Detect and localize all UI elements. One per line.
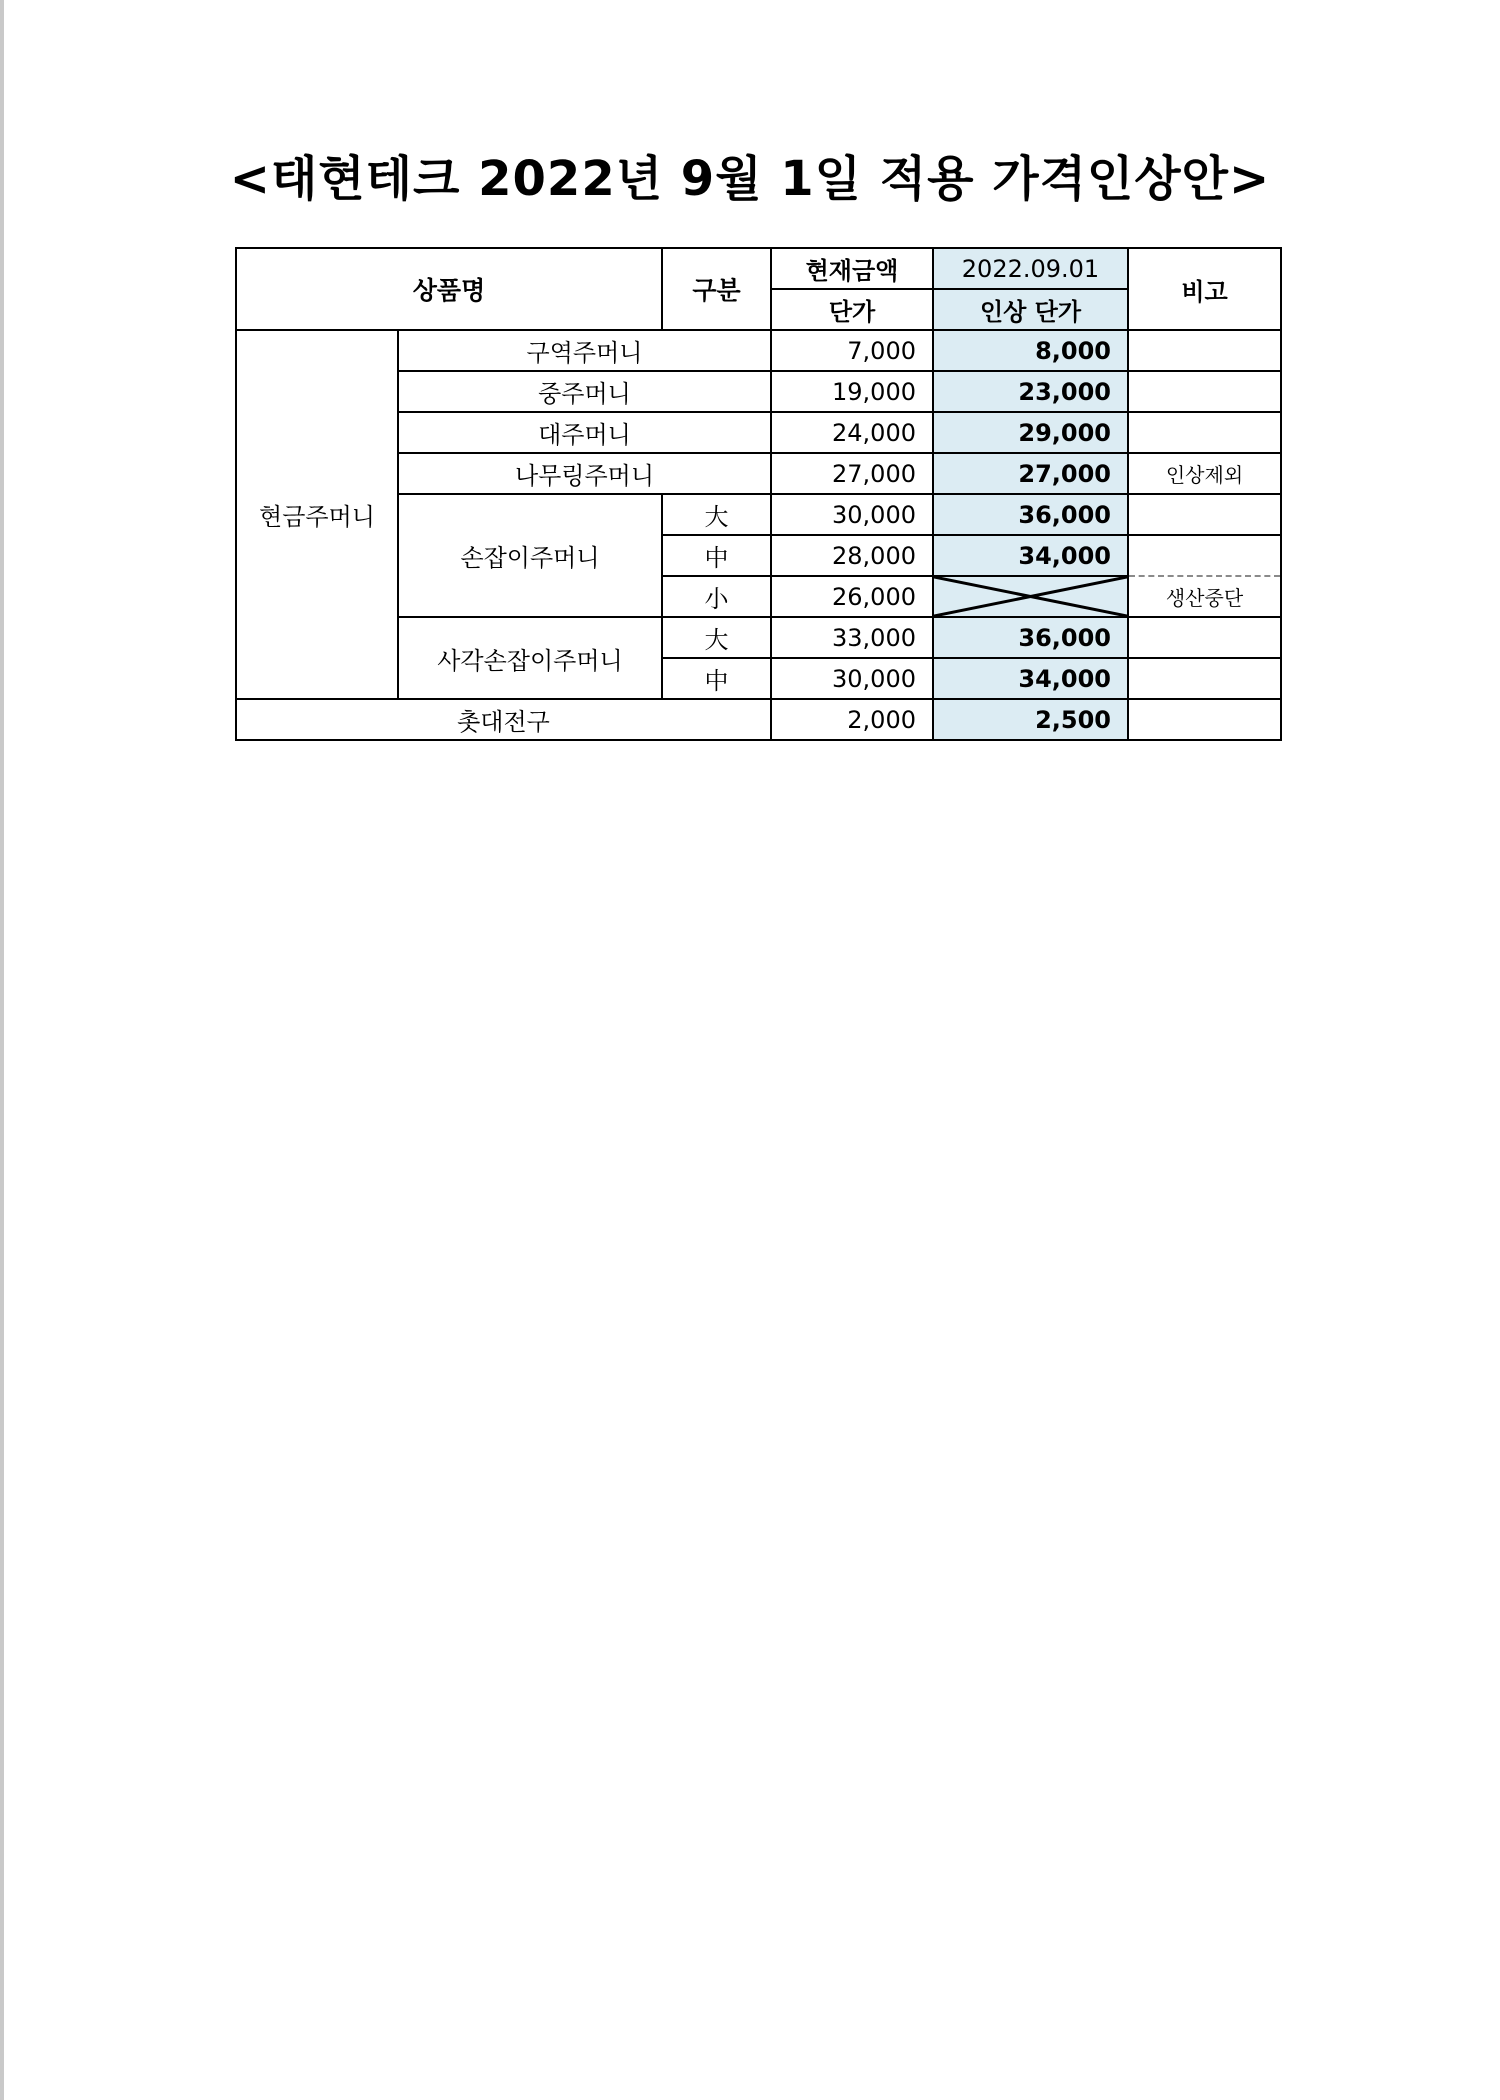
size-cell: 大 bbox=[662, 494, 771, 535]
size-cell: 中 bbox=[662, 535, 771, 576]
note-cell bbox=[1128, 658, 1281, 699]
note-cell bbox=[1128, 330, 1281, 371]
group-main-label: 현금주머니 bbox=[236, 330, 398, 699]
product-name: 사각손잡이주머니 bbox=[398, 617, 662, 699]
new-price: 29,000 bbox=[933, 412, 1128, 453]
table-row bbox=[236, 699, 1281, 740]
current-price: 30,000 bbox=[771, 494, 933, 535]
product-name: 나무링주머니 bbox=[398, 453, 771, 494]
size-cell: 大 bbox=[662, 617, 771, 658]
product-name: 구역주머니 bbox=[398, 330, 771, 371]
note-cell bbox=[1128, 494, 1281, 535]
new-price: 36,000 bbox=[933, 494, 1128, 535]
note-cell: 생산중단 bbox=[1128, 576, 1281, 617]
new-price: 36,000 bbox=[933, 617, 1128, 658]
header-type: 구분 bbox=[662, 248, 771, 330]
discontinued-cross bbox=[933, 576, 1128, 617]
header-note: 비고 bbox=[1128, 248, 1281, 330]
current-price: 7,000 bbox=[771, 330, 933, 371]
note-cell bbox=[1128, 535, 1281, 576]
new-price: 23,000 bbox=[933, 371, 1128, 412]
current-price: 26,000 bbox=[771, 576, 933, 617]
new-price: 8,000 bbox=[933, 330, 1128, 371]
header-row-1 bbox=[236, 248, 1281, 289]
product-name: 촛대전구 bbox=[236, 699, 771, 740]
product-name: 중주머니 bbox=[398, 371, 771, 412]
note-cell bbox=[1128, 699, 1281, 740]
note-cell bbox=[1128, 412, 1281, 453]
product-name: 손잡이주머니 bbox=[398, 494, 662, 617]
current-price: 27,000 bbox=[771, 453, 933, 494]
current-price: 33,000 bbox=[771, 617, 933, 658]
header-new-bottom: 인상 단가 bbox=[933, 289, 1128, 330]
current-price: 2,000 bbox=[771, 699, 933, 740]
header-current-top: 현재금액 bbox=[771, 248, 933, 289]
header-new-top: 2022.09.01 bbox=[933, 248, 1128, 289]
table-row bbox=[236, 330, 1281, 371]
header-product: 상품명 bbox=[236, 248, 662, 330]
new-price: 2,500 bbox=[933, 699, 1128, 740]
size-cell: 小 bbox=[662, 576, 771, 617]
current-price: 19,000 bbox=[771, 371, 933, 412]
price-table bbox=[235, 247, 1282, 741]
header-current-bottom: 단가 bbox=[771, 289, 933, 330]
size-cell: 中 bbox=[662, 658, 771, 699]
new-price: 27,000 bbox=[933, 453, 1128, 494]
note-cell bbox=[1128, 371, 1281, 412]
current-price: 30,000 bbox=[771, 658, 933, 699]
note-cell bbox=[1128, 617, 1281, 658]
new-price: 34,000 bbox=[933, 658, 1128, 699]
current-price: 24,000 bbox=[771, 412, 933, 453]
current-price: 28,000 bbox=[771, 535, 933, 576]
page-title: <태현테크 2022년 9월 1일 적용 가격인상안> bbox=[229, 151, 1271, 207]
new-price: 34,000 bbox=[933, 535, 1128, 576]
page-left-edge bbox=[0, 0, 4, 2100]
note-cell: 인상제외 bbox=[1128, 453, 1281, 494]
cross-mark-icon bbox=[934, 577, 1127, 616]
product-name: 대주머니 bbox=[398, 412, 771, 453]
